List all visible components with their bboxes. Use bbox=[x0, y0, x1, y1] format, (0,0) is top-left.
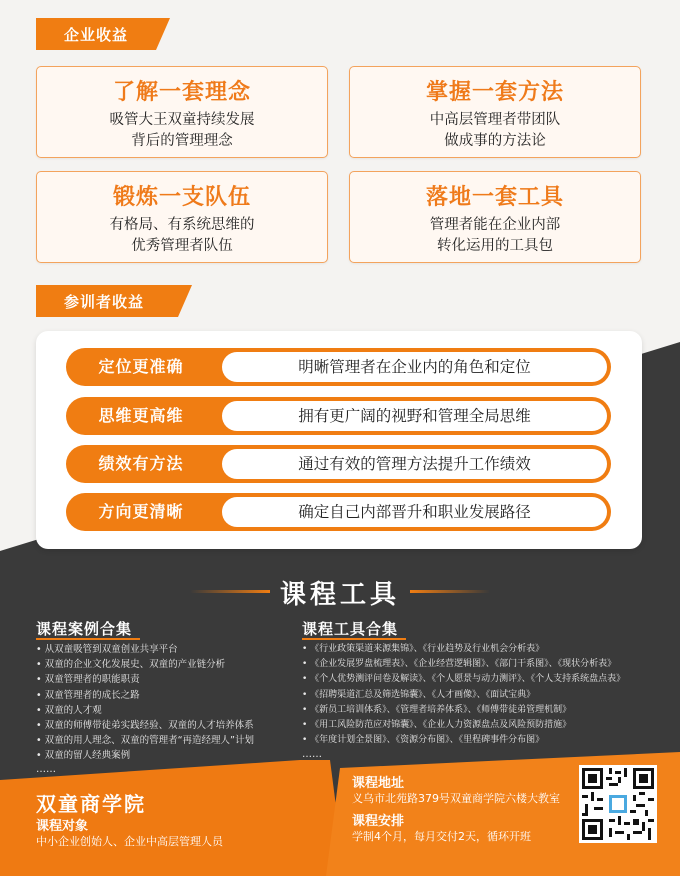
benefit-row bbox=[66, 397, 611, 435]
list-item: • 《行业政策渠道来源集锦》、《行业趋势及行业机会分析表》 bbox=[302, 642, 672, 657]
benefit-card bbox=[36, 66, 328, 158]
benefit-card-line: 管理者能在企业内部 bbox=[429, 217, 561, 233]
tools-more: …… bbox=[302, 749, 322, 760]
course-tools-title: 课程工具 bbox=[279, 580, 400, 610]
benefit-row-label: 方向更清晰 bbox=[98, 502, 184, 521]
list-item: • 双童的师傅带徒弟实践经验、双童的人才培养体系 bbox=[36, 718, 296, 733]
benefit-card-title: 掌握一套方法 bbox=[425, 80, 564, 105]
qr-code-icon bbox=[579, 765, 657, 843]
benefit-row bbox=[66, 445, 611, 483]
cases-more: …… bbox=[36, 764, 56, 775]
schedule-text: 学制4个月，每月交付2天，循环开班 bbox=[352, 830, 531, 843]
audience-label: 课程对象 bbox=[36, 819, 89, 834]
company-benefits-tag-label: 企业收益 bbox=[64, 25, 129, 44]
benefit-row-label: 思维更高维 bbox=[98, 406, 184, 425]
benefit-row bbox=[66, 348, 611, 386]
list-item: • 双童管理者的成长之路 bbox=[36, 688, 296, 703]
list-item: • 《个人优势测评问卷及解读》、《个人愿景与动力测评》、《个人支持系统盘点表》 bbox=[302, 672, 672, 687]
benefit-row-text: 确定自己内部晋升和职业发展路径 bbox=[222, 497, 607, 527]
list-item: • 从双童吸管到双童创业共享平台 bbox=[36, 642, 296, 657]
list-item: • 双童的企业文化发展史、双童的产业链分析 bbox=[36, 657, 296, 672]
list-item: • 《用工风险防范应对锦囊》、《企业人力资源盘点及风险预防措施》 bbox=[302, 718, 672, 733]
trainee-benefits-tag bbox=[36, 285, 178, 317]
benefit-card-title: 落地一套工具 bbox=[425, 185, 564, 210]
benefit-row-label: 定位更准确 bbox=[98, 357, 184, 376]
list-item: • 《新员工培训体系》、《管理者培养体系》、《师傅带徒弟管理机制》 bbox=[302, 703, 672, 718]
benefit-card-line: 中高层管理者带团队 bbox=[429, 112, 561, 128]
benefit-card bbox=[36, 171, 328, 263]
address-label: 课程地址 bbox=[352, 776, 405, 791]
address-text: 义乌市北苑路379号双童商学院六楼大教室 bbox=[352, 792, 560, 805]
trainee-benefits-tag-label: 参训者收益 bbox=[64, 292, 145, 311]
benefit-card bbox=[349, 66, 641, 158]
title-decor-right bbox=[410, 590, 490, 593]
benefit-row-text: 明晰管理者在企业内的角色和定位 bbox=[222, 352, 607, 382]
audience-text: 中小企业创始人、企业中高层管理人员 bbox=[36, 835, 223, 848]
schedule-label: 课程安排 bbox=[352, 814, 405, 829]
cases-heading: 课程案例合集 bbox=[36, 620, 133, 638]
tools-list bbox=[302, 642, 672, 748]
company-benefits-tag bbox=[36, 18, 156, 50]
benefit-card-line: 做成事的方法论 bbox=[444, 133, 546, 149]
list-item: • 《企业发展罗盘梳理表》、《企业经营逻辑图》、《部门干系图》、《现状分析表》 bbox=[302, 657, 672, 672]
list-item: • 《年度计划全景图》、《资源分布图》、《里程碑事件分布图》 bbox=[302, 733, 672, 748]
list-item: • 双童的人才观 bbox=[36, 703, 296, 718]
trainee-benefits-panel bbox=[36, 331, 642, 549]
qr-code-graphic bbox=[582, 768, 654, 840]
benefit-card-title: 锻炼一支队伍 bbox=[112, 185, 251, 210]
benefit-card-title: 了解一套理念 bbox=[112, 80, 251, 105]
benefit-row-text: 拥有更广阔的视野和管理全局思维 bbox=[222, 401, 607, 431]
cases-heading-underline bbox=[36, 638, 140, 640]
list-item: • 双童的留人经典案例 bbox=[36, 748, 296, 763]
benefit-row-text: 通过有效的管理方法提升工作绩效 bbox=[222, 449, 607, 479]
benefit-card-line: 优秀管理者队伍 bbox=[131, 238, 233, 254]
benefit-card-line: 转化运用的工具包 bbox=[437, 238, 553, 254]
tools-heading: 课程工具合集 bbox=[302, 620, 399, 638]
benefit-card-line: 吸管大王双童持续发展 bbox=[109, 112, 255, 128]
list-item: • 双童管理者的职能职责 bbox=[36, 672, 296, 687]
benefit-card-line: 有格局、有系统思维的 bbox=[109, 217, 255, 233]
brand-name: 双童商学院 bbox=[36, 792, 146, 816]
list-item: • 双童的用人理念、双童的管理者“再造经理人”计划 bbox=[36, 733, 296, 748]
benefit-card bbox=[349, 171, 641, 263]
benefit-card-line: 背后的管理理念 bbox=[131, 133, 233, 149]
benefit-row-label: 绩效有方法 bbox=[98, 454, 184, 473]
cases-list bbox=[36, 642, 296, 764]
list-item: • 《招聘渠道汇总及筛选锦囊》、《人才画像》、《面试宝典》 bbox=[302, 688, 672, 703]
benefit-row bbox=[66, 493, 611, 531]
tools-heading-underline bbox=[302, 638, 406, 640]
